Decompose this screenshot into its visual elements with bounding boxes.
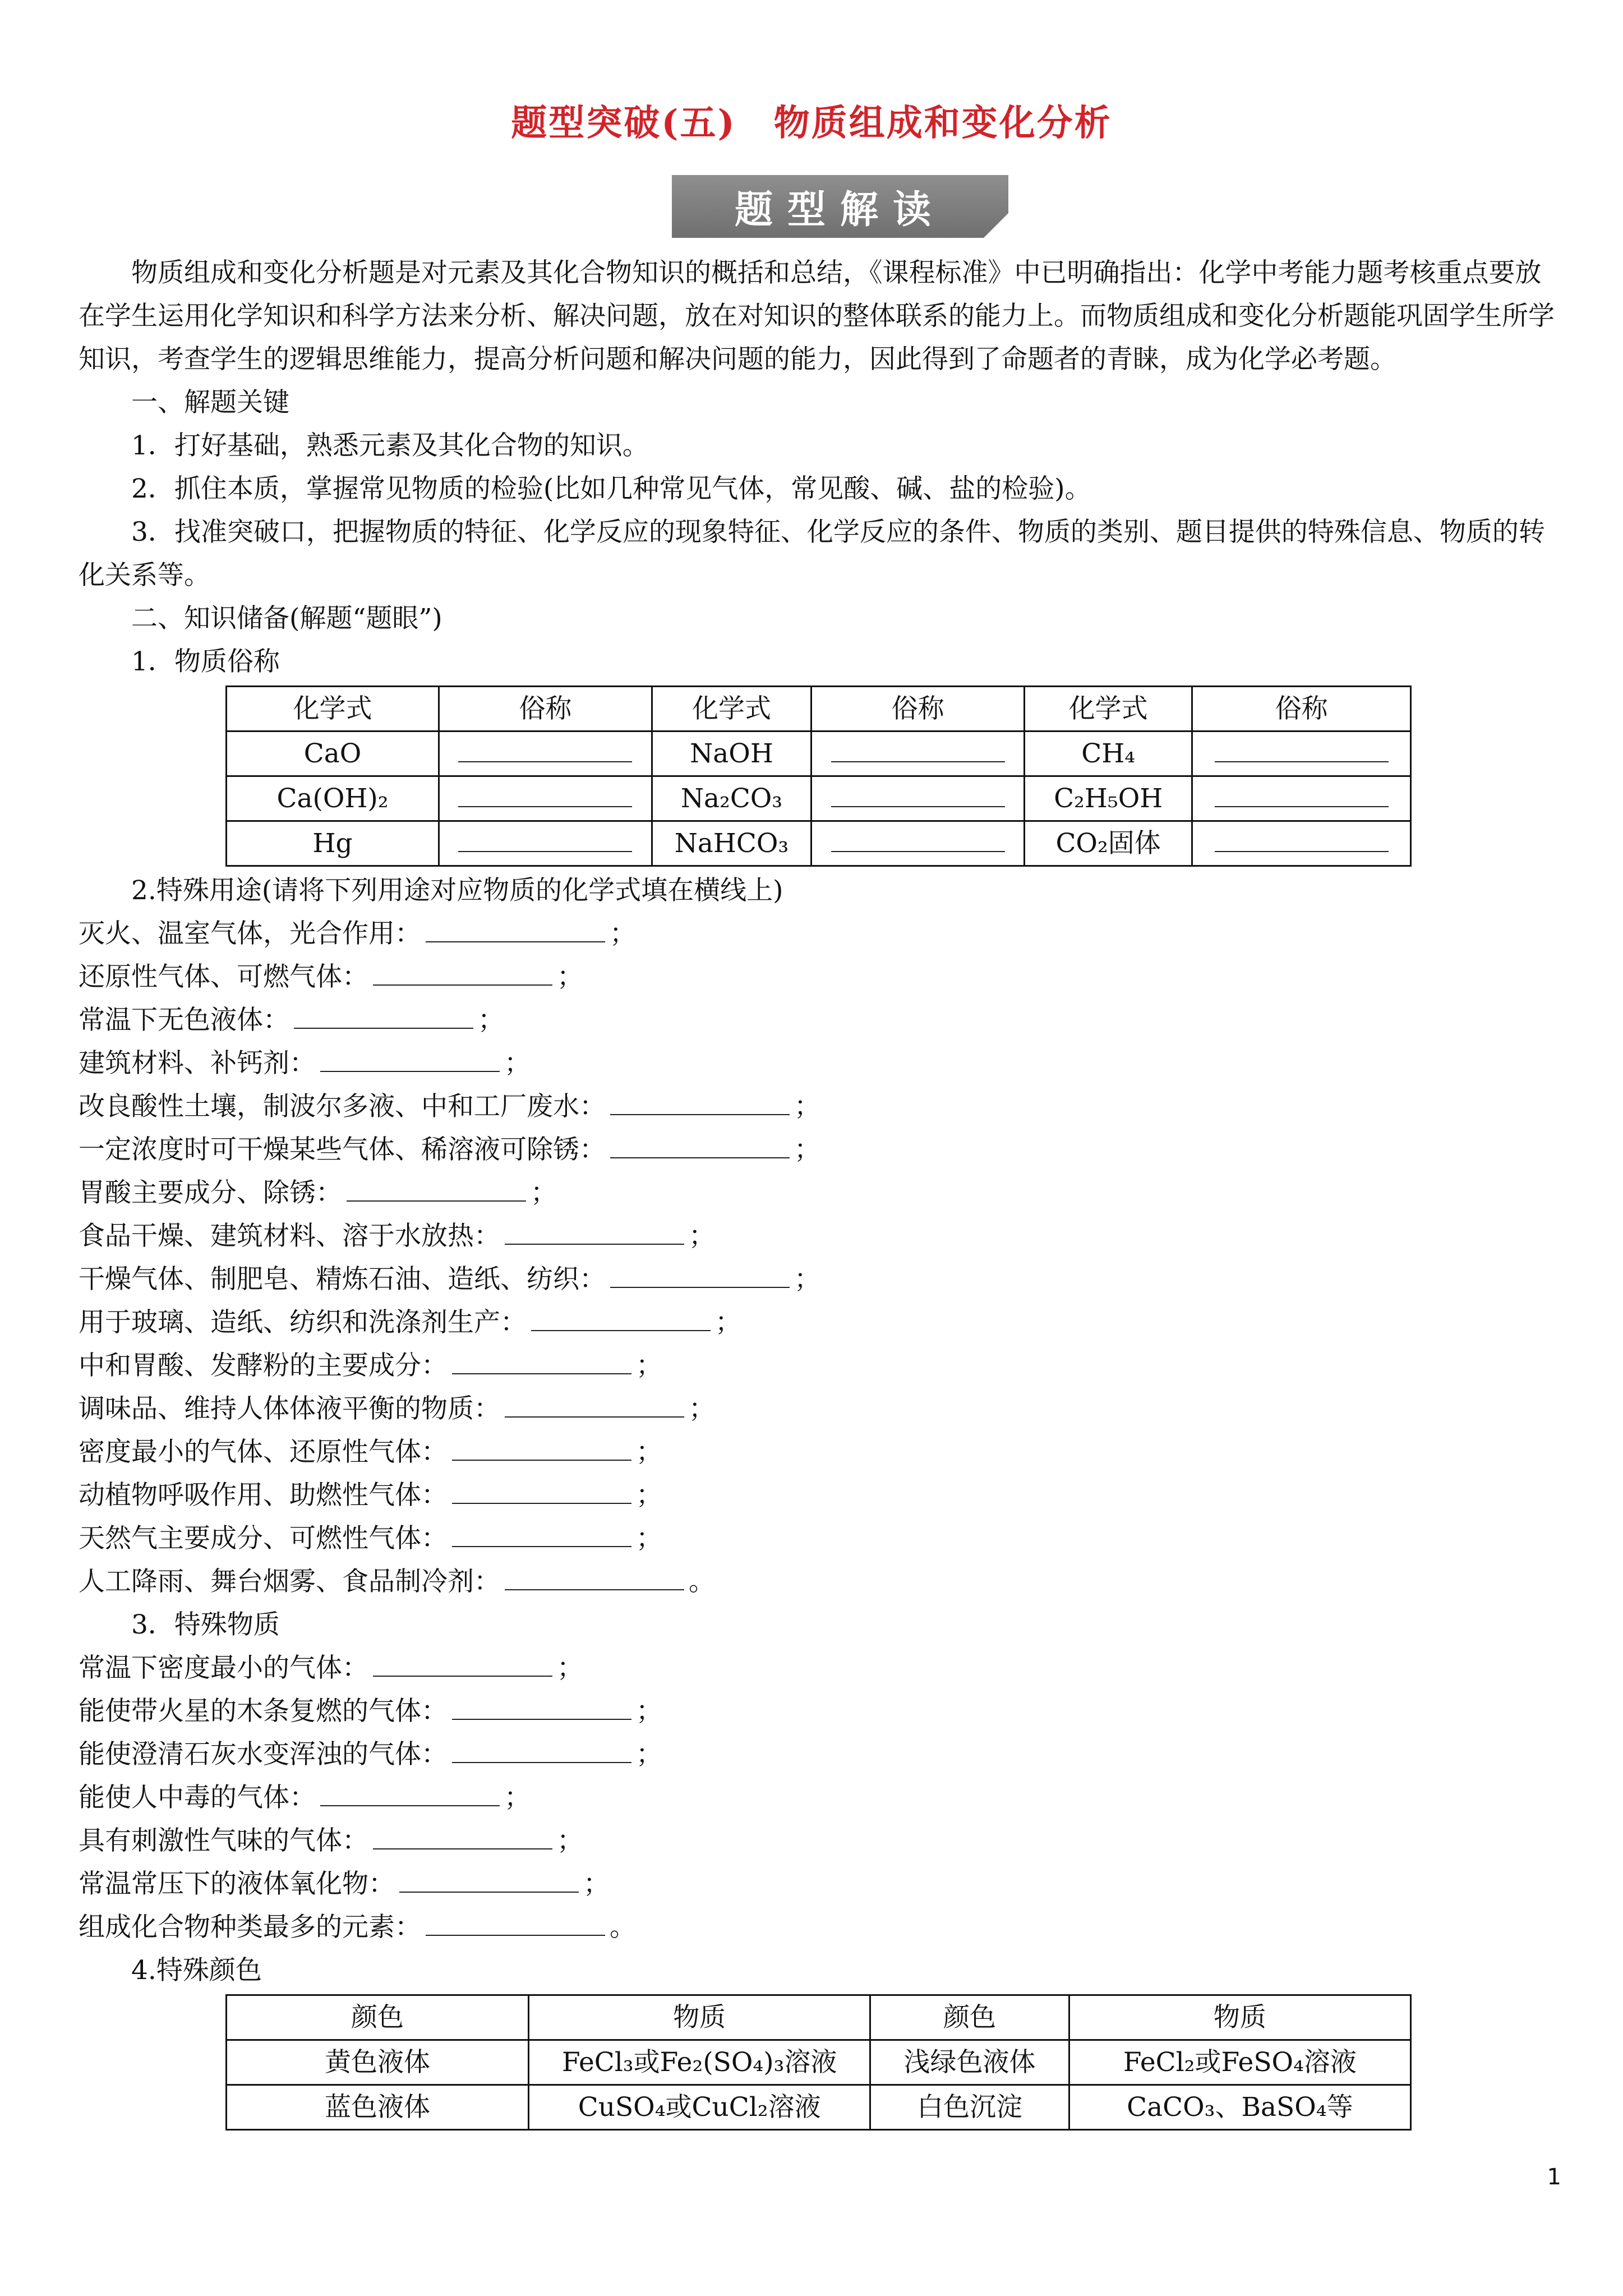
line-end-punctuation: ；: [557, 1825, 583, 1856]
answer-blank[interactable]: [452, 1352, 631, 1374]
line-end-punctuation: ；: [531, 1177, 557, 1208]
use-prompt: 胃酸主要成分、除锈：: [79, 1177, 342, 1208]
subsection-nicknames: 1．物质俗称: [131, 646, 280, 677]
use-prompt: 建筑材料、补钙剂：: [79, 1048, 316, 1079]
answer-blank[interactable]: [373, 1654, 552, 1677]
use-prompt: 还原性气体、可燃气体：: [79, 961, 368, 992]
use-item: [79, 1430, 1559, 1474]
line-end-punctuation: ；: [636, 1480, 662, 1511]
answer-blank[interactable]: [610, 1093, 790, 1115]
answer-blank[interactable]: [452, 1697, 631, 1720]
answer-blank[interactable]: [373, 1827, 552, 1849]
answer-blank[interactable]: [610, 1266, 790, 1288]
answer-blank[interactable]: [452, 1438, 631, 1461]
formula-cell: CO₂固体: [1024, 821, 1192, 866]
nickname-table: [225, 685, 1412, 867]
table-cell: CuSO₄或CuCl₂溶液: [529, 2085, 870, 2130]
page-number: 1: [1547, 2164, 1561, 2190]
use-item: [79, 1344, 1559, 1387]
section1-item: 1．打好基础，熟悉元素及其化合物的知识。: [131, 430, 649, 461]
subsection-specials: 3．特殊物质: [131, 1609, 280, 1640]
answer-blank[interactable]: [1192, 731, 1411, 776]
section1-item: 3．找准突破口，把握物质的特征、化学反应的现象特征、化学反应的条件、物质的类别、题目提供的特殊信息、物质的转化关系等。: [79, 517, 1545, 591]
use-item: [79, 1387, 1559, 1430]
table-header: 俗称: [439, 687, 652, 731]
formula-cell: CH₄: [1024, 731, 1192, 776]
answer-blank[interactable]: [1192, 821, 1411, 866]
line-end-punctuation: ；: [504, 1048, 531, 1079]
section-banner: [672, 175, 1008, 238]
special-item: [79, 1862, 1559, 1906]
answer-blank[interactable]: [811, 776, 1025, 821]
table-header-row: [227, 1995, 1411, 2040]
table-header: 化学式: [227, 687, 439, 731]
special-item: [79, 1906, 1559, 1949]
table-cell: 白色沉淀: [870, 2085, 1069, 2130]
use-prompt: 密度最小的气体、还原性气体：: [79, 1437, 448, 1467]
line-end-punctuation: ；: [794, 1264, 820, 1295]
line-end-punctuation: ；: [689, 1393, 715, 1424]
specials-list: [79, 1646, 1559, 1949]
table-row: [227, 2040, 1411, 2085]
banner-fold-corner: [984, 213, 1008, 238]
table-cell: FeCl₂或FeSO₄溶液: [1069, 2040, 1410, 2085]
answer-blank[interactable]: [505, 1568, 684, 1590]
table-cell: CaCO₃、BaSO₄等: [1069, 2085, 1410, 2130]
formula-cell: NaHCO₃: [652, 821, 811, 866]
table-header: 化学式: [652, 687, 811, 731]
formula-cell: Ca(OH)₂: [227, 776, 439, 821]
line-end-punctuation: ；: [715, 1307, 741, 1338]
line-end-punctuation: ；: [504, 1782, 531, 1813]
section2-heading: 二、知识储备(解题“题眼”): [131, 603, 442, 634]
line-end-punctuation: ；: [636, 1437, 662, 1467]
subsection-colors: 4.特殊颜色: [131, 1955, 262, 1986]
answer-blank[interactable]: [531, 1309, 711, 1331]
use-prompt: 灭火、温室气体，光合作用：: [79, 918, 421, 949]
formula-cell: C₂H₅OH: [1024, 776, 1192, 821]
use-item: [79, 999, 1559, 1042]
answer-blank[interactable]: [811, 731, 1025, 776]
use-prompt: 调味品、维持人体体液平衡的物质：: [79, 1393, 500, 1424]
use-prompt: 改良酸性土壤，制波尔多液、中和工厂废水：: [79, 1091, 606, 1122]
uses-list: [79, 912, 1559, 1603]
answer-blank[interactable]: [399, 1870, 579, 1893]
use-item: [79, 1301, 1559, 1344]
section1-heading: 一、解题关键: [131, 387, 289, 418]
banner-label: 题型解读: [734, 187, 946, 232]
table-row: [227, 2085, 1411, 2130]
answer-blank[interactable]: [439, 821, 652, 866]
table-row: [227, 776, 1411, 821]
use-prompt: 天然气主要成分、可燃性气体：: [79, 1523, 448, 1554]
table-row: [227, 821, 1411, 866]
answer-blank[interactable]: [426, 1913, 605, 1936]
special-prompt: 具有刺激性气味的气体：: [79, 1825, 368, 1856]
use-item: [79, 1042, 1559, 1085]
answer-blank[interactable]: [452, 1525, 631, 1547]
table-cell: 黄色液体: [227, 2040, 529, 2085]
use-prompt: 常温下无色液体：: [79, 1005, 289, 1036]
use-item: [79, 955, 1559, 999]
table-header-row: [227, 687, 1411, 731]
use-prompt: 一定浓度时可干燥某些气体、稀溶液可除锈：: [79, 1134, 606, 1165]
special-prompt: 常温常压下的液体氧化物：: [79, 1869, 395, 1899]
answer-blank[interactable]: [426, 920, 605, 942]
use-item: [79, 1128, 1559, 1171]
special-prompt: 组成化合物种类最多的元素：: [79, 1912, 421, 1943]
table-header: 俗称: [811, 687, 1025, 731]
section1-item: 2．抓住本质，掌握常见物质的检验(比如几种常见气体，常见酸、碱、盐的检验)。: [131, 473, 1091, 504]
use-prompt: 动植物呼吸作用、助燃性气体：: [79, 1480, 448, 1511]
answer-blank[interactable]: [439, 731, 652, 776]
special-prompt: 能使带火星的木条复燃的气体：: [79, 1696, 448, 1727]
answer-blank[interactable]: [610, 1136, 790, 1158]
line-end-punctuation: 。: [689, 1566, 715, 1597]
line-end-punctuation: ；: [610, 918, 636, 949]
document-body: [79, 251, 1559, 2131]
use-item: [79, 912, 1559, 955]
use-prompt: 人工降雨、舞台烟雾、食品制冷剂：: [79, 1566, 500, 1597]
table-cell: FeCl₃或Fe₂(SO₄)₃溶液: [529, 2040, 870, 2085]
special-item: [79, 1819, 1559, 1862]
answer-blank[interactable]: [320, 1784, 500, 1806]
use-prompt: 干燥气体、制肥皂、精炼石油、造纸、纺织：: [79, 1264, 606, 1295]
formula-cell: Na₂CO₃: [652, 776, 811, 821]
table-header: 物质: [529, 1995, 870, 2040]
answer-blank[interactable]: [347, 1179, 526, 1202]
table-header: 颜色: [227, 1995, 529, 2040]
special-item: [79, 1690, 1559, 1733]
use-item: [79, 1085, 1559, 1128]
table-header: 颜色: [870, 1995, 1069, 2040]
answer-blank[interactable]: [811, 821, 1025, 866]
line-end-punctuation: 。: [610, 1912, 636, 1943]
line-end-punctuation: ；: [689, 1221, 715, 1251]
use-item: [79, 1171, 1559, 1214]
line-end-punctuation: ；: [636, 1739, 662, 1770]
table-header: 物质: [1069, 1995, 1410, 2040]
use-item: [79, 1517, 1559, 1560]
special-item: [79, 1733, 1559, 1776]
special-prompt: 能使人中毒的气体：: [79, 1782, 316, 1813]
table-header: 俗称: [1192, 687, 1411, 731]
line-end-punctuation: ；: [794, 1134, 820, 1165]
line-end-punctuation: ；: [557, 1653, 583, 1683]
line-end-punctuation: ；: [583, 1869, 610, 1899]
use-item: [79, 1560, 1559, 1603]
subsection-uses: 2.特殊用途(请将下列用途对应物质的化学式填在横线上): [131, 875, 783, 906]
answer-blank[interactable]: [452, 1481, 631, 1504]
line-end-punctuation: ；: [636, 1523, 662, 1554]
formula-cell: NaOH: [652, 731, 811, 776]
use-prompt: 中和胃酸、发酵粉的主要成分：: [79, 1350, 448, 1381]
line-end-punctuation: ；: [636, 1696, 662, 1727]
formula-cell: Hg: [227, 821, 439, 866]
answer-blank[interactable]: [505, 1395, 684, 1418]
special-prompt: 常温下密度最小的气体：: [79, 1653, 368, 1683]
answer-blank[interactable]: [505, 1222, 684, 1245]
table-row: [227, 731, 1411, 776]
use-item: [79, 1474, 1559, 1517]
answer-blank[interactable]: [1192, 776, 1411, 821]
special-item: [79, 1646, 1559, 1690]
line-end-punctuation: ；: [557, 961, 583, 992]
line-end-punctuation: ；: [478, 1005, 504, 1036]
answer-blank[interactable]: [439, 776, 652, 821]
answer-blank[interactable]: [373, 963, 552, 986]
use-prompt: 用于玻璃、造纸、纺织和洗涤剂生产：: [79, 1307, 527, 1338]
table-cell: 浅绿色液体: [870, 2040, 1069, 2085]
line-end-punctuation: ；: [636, 1350, 662, 1381]
special-prompt: 能使澄清石灰水变浑浊的气体：: [79, 1739, 448, 1770]
page-title: 题型突破(五) 物质组成和变化分析: [511, 102, 1112, 144]
table-cell: 蓝色液体: [227, 2085, 529, 2130]
use-item: [79, 1258, 1559, 1301]
intro-paragraph: 物质组成和变化分析题是对元素及其化合物知识的概括和总结，《课程标准》中已明确指出：化学中考能力题考核重点要放在学生运用化学知识和科学方法来分析、解决问题，放在对知识的整体联系的能力上。而物质组成和变化分析题能巩固学生所学知识，考查学生的逻辑思维能力，提高分析问题和解决问题的能力，因此得到了命题者的青睐，成为化学必考题。: [79, 257, 1555, 375]
line-end-punctuation: ；: [794, 1091, 820, 1122]
formula-cell: CaO: [227, 731, 439, 776]
use-prompt: 食品干燥、建筑材料、溶于水放热：: [79, 1221, 500, 1251]
answer-blank[interactable]: [452, 1741, 631, 1763]
table-header: 化学式: [1024, 687, 1192, 731]
answer-blank[interactable]: [320, 1050, 500, 1072]
answer-blank[interactable]: [294, 1006, 473, 1029]
use-item: [79, 1214, 1559, 1258]
color-table: [225, 1994, 1412, 2131]
special-item: [79, 1776, 1559, 1819]
